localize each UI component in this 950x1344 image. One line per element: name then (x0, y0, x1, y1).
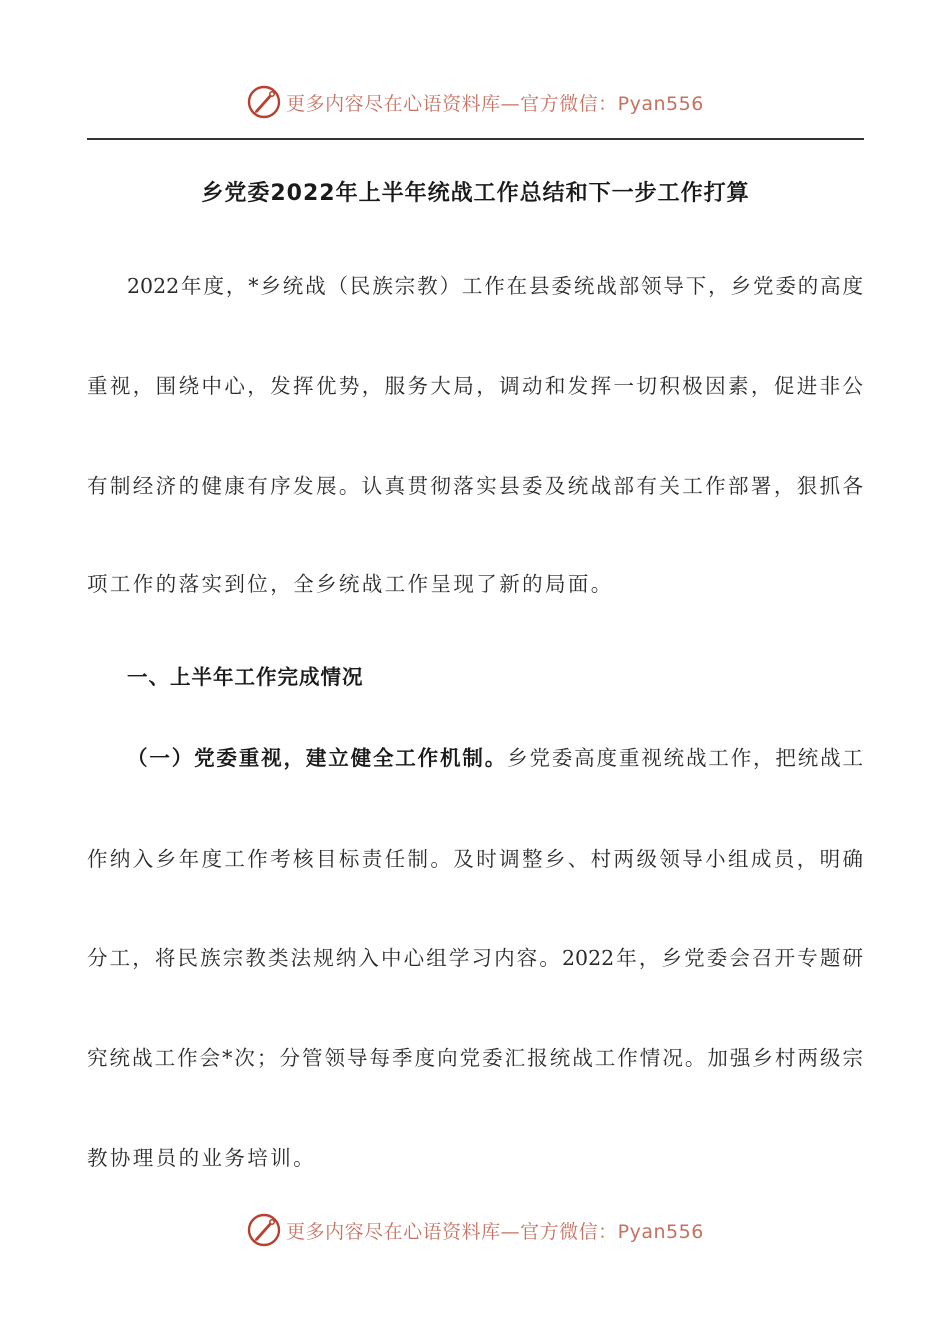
paragraph-line: 教协理员的业务培训。 (87, 1146, 316, 1170)
header-watermark (0, 80, 950, 124)
paragraph-line: 分工，将民族宗教类法规纳入中心组学习内容。2022年，乡党委会召开专题研 (87, 946, 863, 970)
paragraph-line: 有制经济的健康有序发展。认真贯彻落实县委及统战部有关工作部署，狠抓各 (87, 474, 863, 498)
section-heading: 一、上半年工作完成情况 (127, 665, 364, 689)
watermark-text: 更多内容尽在心语资料库—官方微信：Pyan556 (286, 1220, 704, 1243)
paragraph-line: 项工作的落实到位，全乡统战工作呈现了新的局面。 (87, 572, 614, 596)
watermark-text: 更多内容尽在心语资料库—官方微信：Pyan556 (286, 92, 704, 115)
footer-watermark (0, 1208, 950, 1252)
paragraph-line: 究统战工作会*次；分管领导每季度向党委汇报统战工作情况。加强乡村两级宗 (87, 1046, 863, 1070)
watermark-contact: Pyan556 (617, 1220, 704, 1243)
paragraph-line: 作纳入乡年度工作考核目标责任制。及时调整乡、村两级领导小组成员，明确 (87, 847, 863, 871)
paragraph-line: 重视，围绕中心，发挥优势，服务大局，调动和发挥一切积极因素，促进非公 (87, 374, 863, 398)
document-title: 乡党委2022年上半年统战工作总结和下一步工作打算 (201, 181, 750, 206)
header-divider (87, 138, 864, 140)
paragraph-line: （一）党委重视，建立健全工作机制。乡党委高度重视统战工作，把统战工 (127, 746, 863, 770)
quill-logo-icon (246, 84, 282, 120)
watermark-contact: Pyan556 (617, 92, 704, 115)
paragraph-line: 2022年度，*乡统战（民族宗教）工作在县委统战部领导下，乡党委的高度 (127, 274, 863, 298)
subsection-lead: （一）党委重视，建立健全工作机制。 (127, 746, 508, 770)
quill-logo-icon (246, 1212, 282, 1248)
